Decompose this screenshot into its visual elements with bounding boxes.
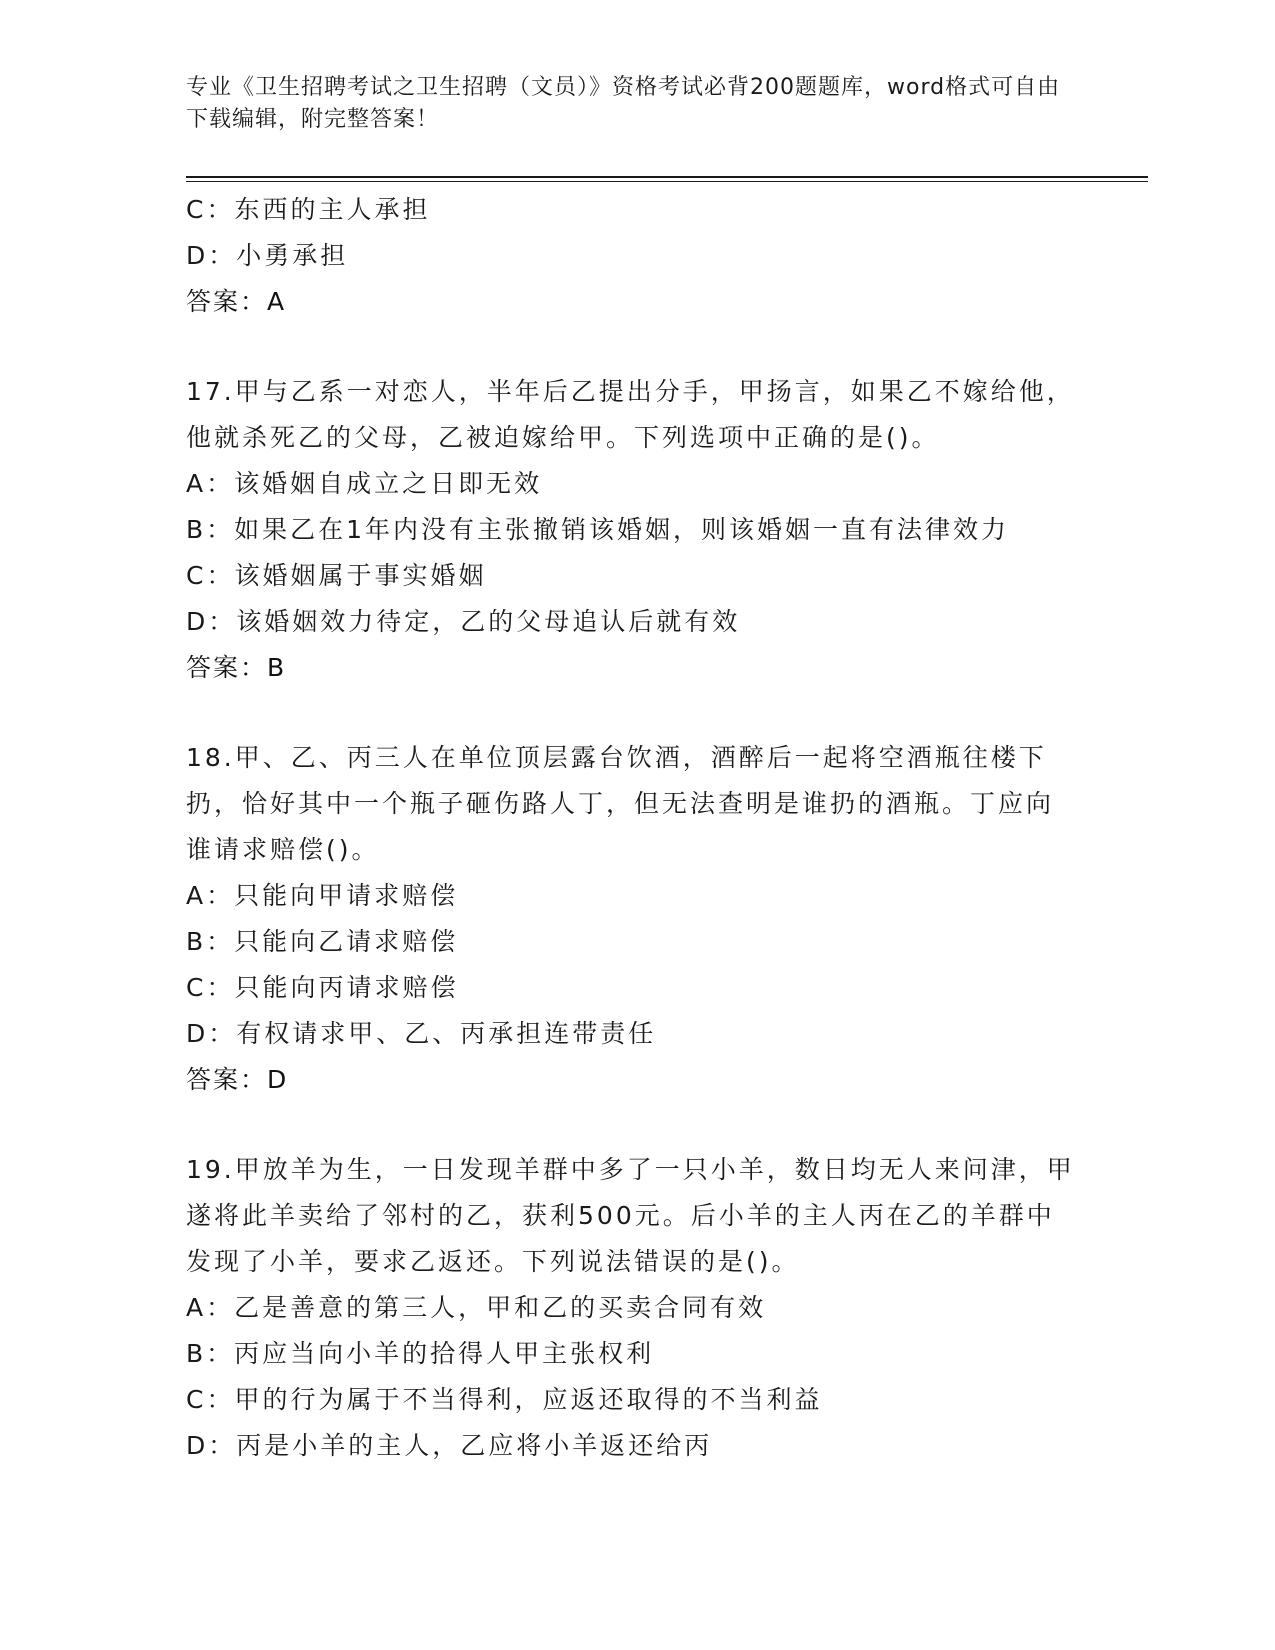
question-19 — [186, 1147, 1086, 1469]
option-a: A：只能向甲请求赔偿 — [186, 881, 459, 910]
header-divider — [186, 176, 1148, 178]
document-header: 专业《卫生招聘考试之卫生招聘（文员）》资格考试必背200题题库，word格式可自由下载编辑，附完整答案！ — [186, 75, 1061, 132]
question-17 — [186, 369, 1086, 691]
option-c: C：只能向丙请求赔偿 — [186, 973, 459, 1002]
option-d: D：有权请求甲、乙、丙承担连带责任 — [186, 1019, 657, 1048]
answer-line: 答案：D — [186, 1065, 289, 1094]
option-c: C：该婚姻属于事实婚姻 — [186, 561, 487, 590]
spacer — [186, 691, 1086, 735]
option-c: C：东西的主人承担 — [186, 195, 431, 224]
spacer — [186, 1103, 1086, 1147]
question-text: 17.甲与乙系一对恋人，半年后乙提出分手，甲扬言，如果乙不嫁给他，他就杀死乙的父母，乙被迫嫁给甲。下列选项中正确的是()。 — [186, 377, 1075, 452]
spacer — [186, 325, 1086, 369]
answer-line: 答案：A — [186, 287, 287, 316]
answer-line: 答案：B — [186, 653, 287, 682]
option-d: D：小勇承担 — [186, 241, 349, 270]
option-d: D：丙是小羊的主人，乙应将小羊返还给丙 — [186, 1431, 713, 1460]
question-list — [186, 187, 1086, 1469]
option-d: D：该婚姻效力待定，乙的父母追认后就有效 — [186, 607, 741, 636]
question-text: 19.甲放羊为生，一日发现羊群中多了一只小羊，数日均无人来问津，甲遂将此羊卖给了邻村的乙，获利500元。后小羊的主人丙在乙的羊群中发现了小羊，要求乙返还。下列说法错误的是()。 — [186, 1155, 1075, 1276]
option-c: C：甲的行为属于不当得利，应返还取得的不当利益 — [186, 1385, 823, 1414]
question-text: 18.甲、乙、丙三人在单位顶层露台饮酒，酒醉后一起将空酒瓶往楼下扔，恰好其中一个瓶子砸伤路人丁，但无法查明是谁扔的酒瓶。丁应向谁请求赔偿()。 — [186, 743, 1055, 864]
option-a: A：乙是善意的第三人，甲和乙的买卖合同有效 — [186, 1293, 767, 1322]
option-a: A：该婚姻自成立之日即无效 — [186, 469, 543, 498]
option-b: B：如果乙在1年内没有主张撤销该婚姻，则该婚姻一直有法律效力 — [186, 515, 1010, 544]
option-b: B：丙应当向小羊的拾得人甲主张权利 — [186, 1339, 655, 1368]
option-b: B：只能向乙请求赔偿 — [186, 927, 459, 956]
header-divider-thin — [186, 181, 1148, 182]
prev-question-block — [186, 187, 1086, 325]
question-18 — [186, 735, 1086, 1103]
